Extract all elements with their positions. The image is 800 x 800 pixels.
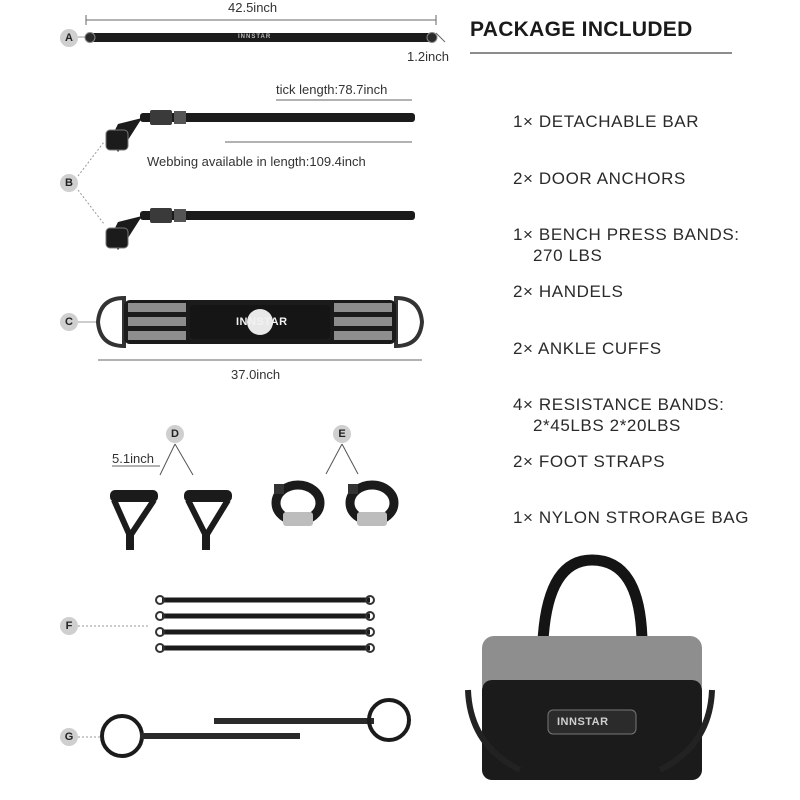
door-anchor-image: [78, 100, 415, 250]
package-item-label: 1× DETACHABLE BAR: [513, 112, 700, 131]
package-item-label: 2× ANKLE CUFFS: [513, 339, 662, 358]
bench-band-logo: INNSTAR: [236, 316, 288, 328]
bench-press-bands-image: [78, 298, 422, 360]
storage-bag-image: [468, 560, 712, 780]
tick-length-label: tick length:78.7inch: [276, 82, 388, 97]
label-d: D: [166, 425, 184, 443]
bar-length-label: 42.5inch: [228, 0, 278, 15]
resistance-bands-image: [78, 596, 374, 652]
package-item-label: 1× BENCH PRESS BANDS:: [513, 225, 740, 244]
package-item-label: 2× FOOT STRAPS: [513, 452, 666, 471]
package-item-label: 2× HANDELS: [513, 282, 624, 301]
label-e: E: [333, 425, 351, 443]
label-b: B: [60, 174, 78, 192]
package-item-label: 2× DOOR ANCHORS: [513, 169, 686, 188]
foot-straps-image: [78, 700, 409, 756]
bench-band-length-label: 37.0inch: [231, 367, 281, 382]
package-item-label: 4× RESISTANCE BANDS:: [513, 395, 725, 414]
bar-brand-print: INNSTAR: [238, 34, 272, 40]
label-a: A: [60, 29, 78, 47]
label-f: F: [60, 617, 78, 635]
handle-width-label: 5.1inch: [112, 451, 154, 466]
webbing-length-label: Webbing available in length:109.4inch: [147, 154, 366, 169]
package-title: PACKAGE INCLUDED: [470, 18, 693, 41]
ankle-cuffs-image: [274, 444, 394, 526]
package-item-label: 1× NYLON STRORAGE BAG: [513, 508, 750, 527]
bar-diameter-label: 1.2inch: [407, 49, 449, 64]
package-item-sublabel: 2*45LBS 2*20LBS: [533, 416, 681, 435]
label-g: G: [60, 728, 78, 746]
package-item-sublabel: 270 LBS: [533, 246, 603, 265]
label-c: C: [60, 313, 78, 331]
bag-logo: INNSTAR: [557, 716, 609, 728]
